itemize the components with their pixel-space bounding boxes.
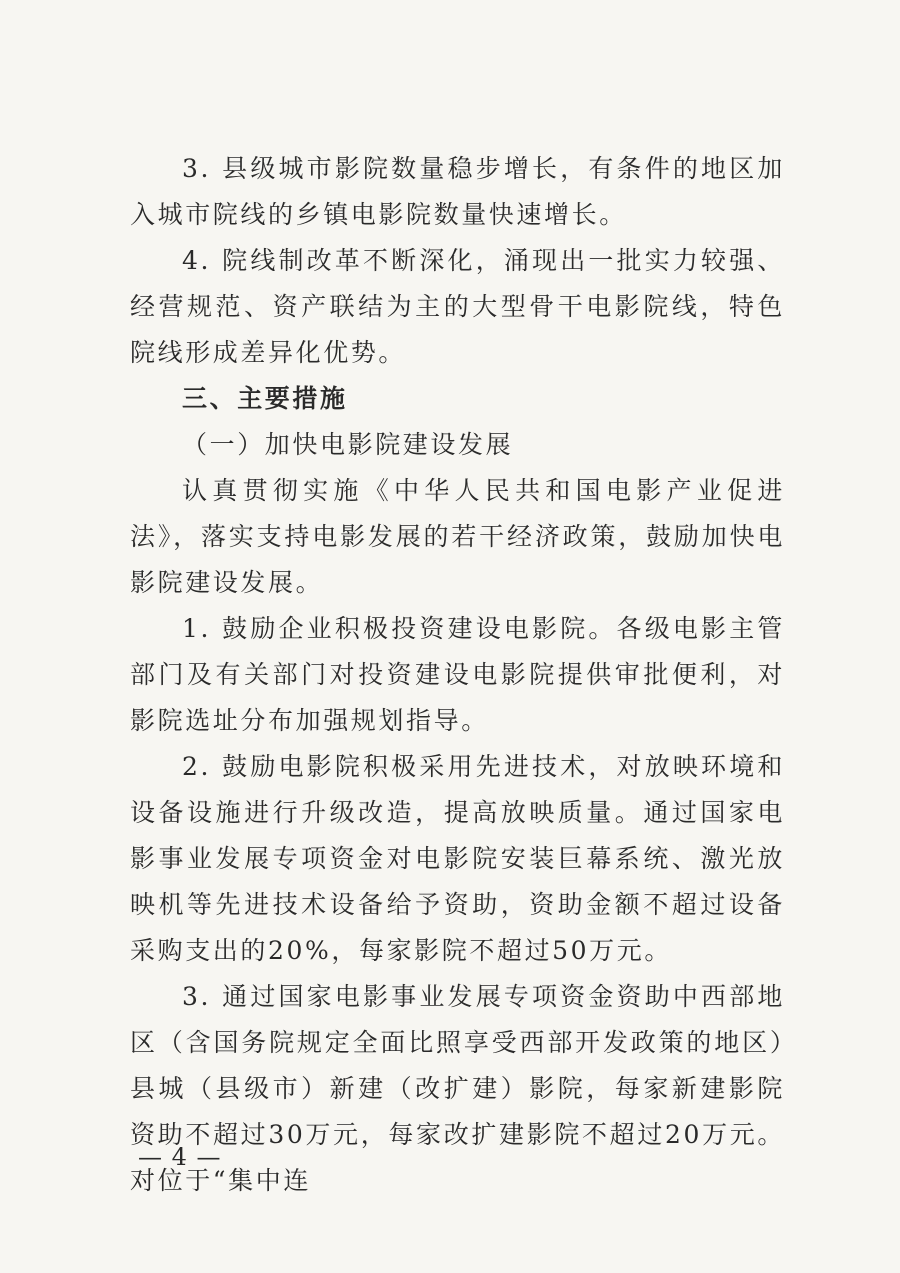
page-number: — 4 —	[138, 1143, 222, 1171]
paragraph-measure-1: 1. 鼓励企业积极投资建设电影院。各级电影主管部门及有关部门对投资建设电影院提供审批便利，对影院选址分布加强规划指导。	[130, 614, 785, 735]
paragraph-measure-3: 3. 通过国家电影事业发展专项资金资助中西部地区（含国务院规定全面比照享受西部开发政策的地区）县城（县级市）新建（改扩建）影院，每家新建影院资助不超过30万元，每家改扩建影院不超过20万元。对位于“集中连	[130, 982, 785, 1195]
paragraph-film-law: 认真贯彻实施《中华人民共和国电影产业促进法》，落实支持电影发展的若干经济政策，鼓励加快电影院建设发展。	[130, 476, 785, 597]
subsection-heading-cinema-construction: （一）加快电影院建设发展	[182, 430, 514, 459]
section-heading-main-measures: 三、主要措施	[182, 384, 348, 413]
document-body	[130, 146, 785, 1204]
paragraph-county-cinemas: 3. 县级城市影院数量稳步增长，有条件的地区加入城市院线的乡镇电影院数量快速增长。	[130, 154, 785, 229]
paragraph-measure-2: 2. 鼓励电影院积极采用先进技术，对放映环境和设备设施进行升级改造，提高放映质量。通过国家电影事业发展专项资金对电影院安装巨幕系统、激光放映机等先进技术设备给予资助，资助金额不超过设备采购支出的20%，每家影院不超过50万元。	[130, 752, 785, 965]
paragraph-circuit-reform: 4. 院线制改革不断深化，涌现出一批实力较强、经营规范、资产联结为主的大型骨干电影院线，特色院线形成差异化优势。	[130, 246, 785, 367]
